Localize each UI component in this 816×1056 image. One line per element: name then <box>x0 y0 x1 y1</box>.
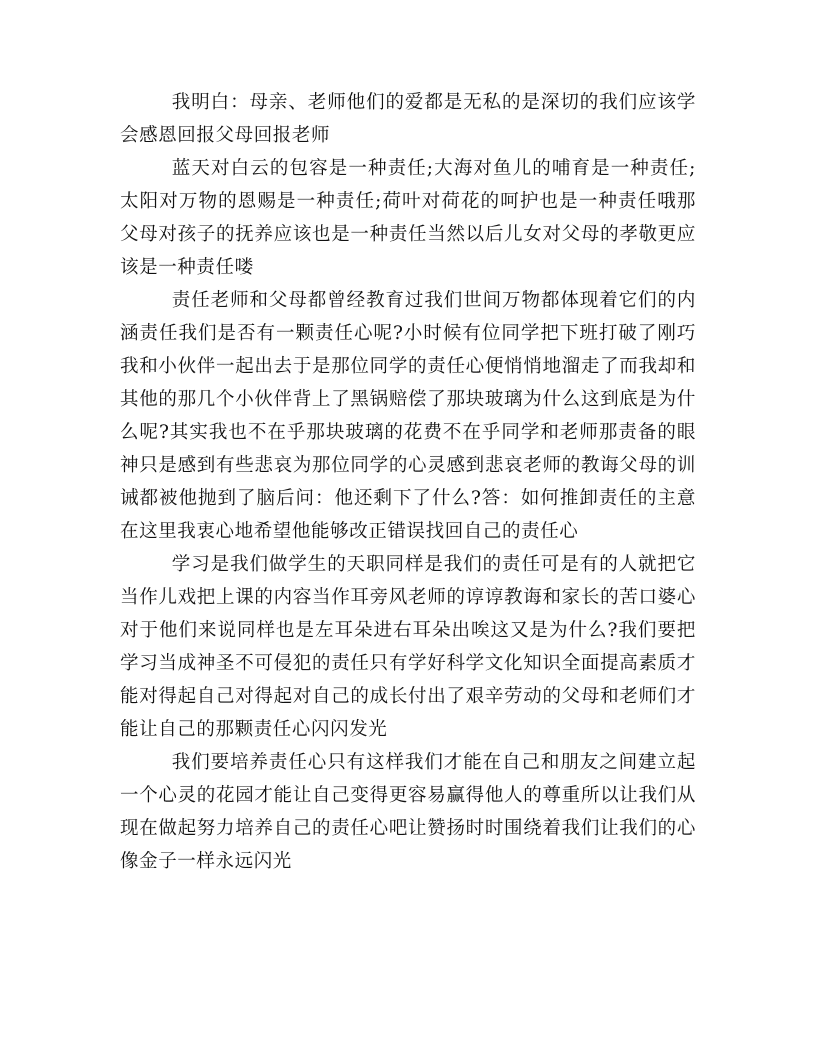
paragraph-4: 学习是我们做学生的天职同样是我们的责任可是有的人就把它当作儿戏把上课的内容当作耳旁风老师的谆谆教诲和家长的苦口婆心对于他们来说同样也是左耳朵进右耳朵出唉这又是为什么?我们要把学习当成神圣不可侵犯的责任只有学好科学文化知识全面提高素质才能对得起自己对得起对自己的成长付出了艰辛劳动的父母和老师们才能让自己的那颗责任心闪闪发光 <box>120 554 696 740</box>
paragraph-2: 蓝天对白云的包容是一种责任;大海对鱼儿的哺育是一种责任;太阳对万物的恩赐是一种责任;荷叶对荷花的呵护也是一种责任哦那父母对孩子的抚养应该也是一种责任当然以后儿女对父母的孝敬更应该是一种责任喽 <box>120 158 696 278</box>
paragraph-5: 我们要培养责任心只有这样我们才能在自己和朋友之间建立起一个心灵的花园才能让自己变得更容易赢得他人的尊重所以让我们从现在做起努力培养自己的责任心吧让赞扬时时围绕着我们让我们的心像金子一样永远闪光 <box>120 752 696 872</box>
document-body <box>120 86 696 878</box>
paragraph-3: 责任老师和父母都曾经教育过我们世间万物都体现着它们的内涵责任我们是否有一颗责任心呢?小时候有位同学把下班打破了刚巧我和小伙伴一起出去于是那位同学的责任心便悄悄地溜走了而我却和其他的那几个小伙伴背上了黑锅赔偿了那块玻璃为什么这到底是为什么呢?其实我也不在乎那块玻璃的花费不在乎同学和老师那责备的眼神只是感到有些悲哀为那位同学的心灵感到悲哀老师的教诲父母的训诫都被他抛到了脑后问：他还剩下了什么?答：如何推卸责任的主意在这里我衷心地希望他能够改正错误找回自己的责任心 <box>120 290 696 542</box>
paragraph-1: 我明白：母亲、老师他们的爱都是无私的是深切的我们应该学会感恩回报父母回报老师 <box>120 92 696 146</box>
